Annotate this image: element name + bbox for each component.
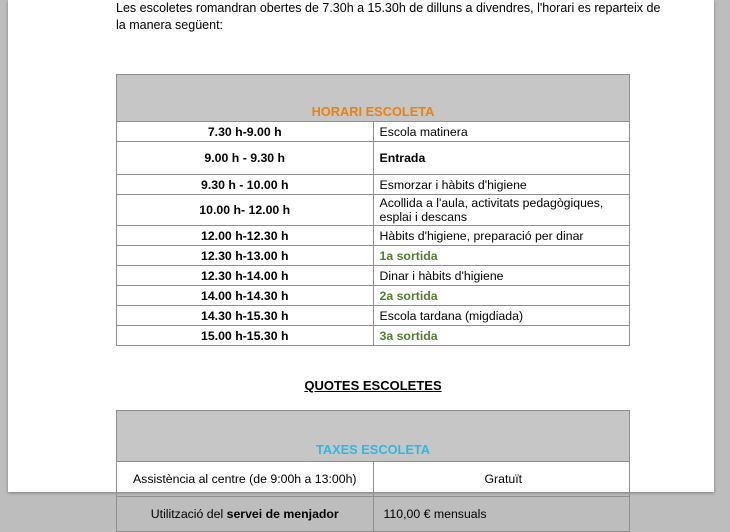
schedule-time: 9.00 h - 9.30 h	[117, 142, 374, 175]
schedule-desc: Escola tardana (migdiada)	[373, 306, 630, 326]
schedule-time: 12.30 h-13.00 h	[117, 246, 374, 266]
fees-concept-text: Utilització del	[150, 507, 227, 521]
schedule-desc: 2a sortida	[373, 286, 630, 306]
schedule-title-row	[117, 101, 630, 122]
quotes-heading: QUOTES ESCOLETES	[304, 378, 442, 393]
schedule-header-spacer	[117, 75, 630, 102]
fees-title: TAXES ESCOLETA	[117, 437, 630, 462]
table-row	[117, 246, 630, 266]
intro-text: Les escoletes romandran obertes de 7.30h a 15.30h de dilluns a divendres, l'horari es reparteix de la manera següent:	[116, 1, 661, 32]
schedule-desc: Escola matinera	[373, 122, 630, 142]
fees-concept	[117, 497, 374, 532]
schedule-table-body	[117, 75, 630, 346]
table-row	[117, 195, 630, 226]
schedule-title: HORARI ESCOLETA	[117, 101, 630, 122]
schedule-table	[116, 74, 630, 346]
schedule-desc: Esmorzar i hàbits d'higiene	[373, 175, 630, 195]
table-row	[117, 326, 630, 346]
table-row	[117, 306, 630, 326]
table-row	[117, 266, 630, 286]
fees-concept: Assistència al centre (de 9:00h a 13:00h)	[117, 462, 374, 497]
schedule-time: 14.00 h-14.30 h	[117, 286, 374, 306]
fees-header-spacer-row	[117, 411, 630, 438]
schedule-desc: 3a sortida	[373, 326, 630, 346]
schedule-time: 12.30 h-14.00 h	[117, 266, 374, 286]
intro-paragraph	[116, 0, 664, 34]
table-row	[117, 122, 630, 142]
fees-title-row	[117, 437, 630, 462]
schedule-desc: Acollida a l'aula, activitats pedagògiques, esplai i descans	[373, 195, 630, 226]
table-row	[117, 175, 630, 195]
document-page	[8, 0, 714, 521]
schedule-time: 9.30 h - 10.00 h	[117, 175, 374, 195]
schedule-time: 12.00 h-12.30 h	[117, 226, 374, 246]
fees-concept-emphasis: servei de menjador	[226, 507, 339, 521]
schedule-time: 7.30 h-9.00 h	[117, 122, 374, 142]
schedule-time: 10.00 h- 12.00 h	[117, 195, 374, 226]
schedule-time: 14.30 h-15.30 h	[117, 306, 374, 326]
table-row	[117, 226, 630, 246]
schedule-desc: Hàbits d'higiene, preparació per dinar	[373, 226, 630, 246]
schedule-desc: 1a sortida	[373, 246, 630, 266]
table-row	[117, 462, 630, 497]
schedule-desc: Dinar i hàbits d'higiene	[373, 266, 630, 286]
table-row	[117, 142, 630, 175]
table-row	[117, 497, 630, 532]
schedule-header-spacer-row	[117, 75, 630, 102]
schedule-desc: Entrada	[373, 142, 630, 175]
schedule-time: 15.00 h-15.30 h	[117, 326, 374, 346]
fees-amount: Gratuït	[373, 462, 630, 497]
fees-table-body	[117, 411, 630, 532]
fees-header-spacer	[117, 411, 630, 438]
fees-table	[116, 410, 630, 532]
fees-amount: 110,00 € mensuals	[373, 497, 630, 532]
table-row	[117, 286, 630, 306]
